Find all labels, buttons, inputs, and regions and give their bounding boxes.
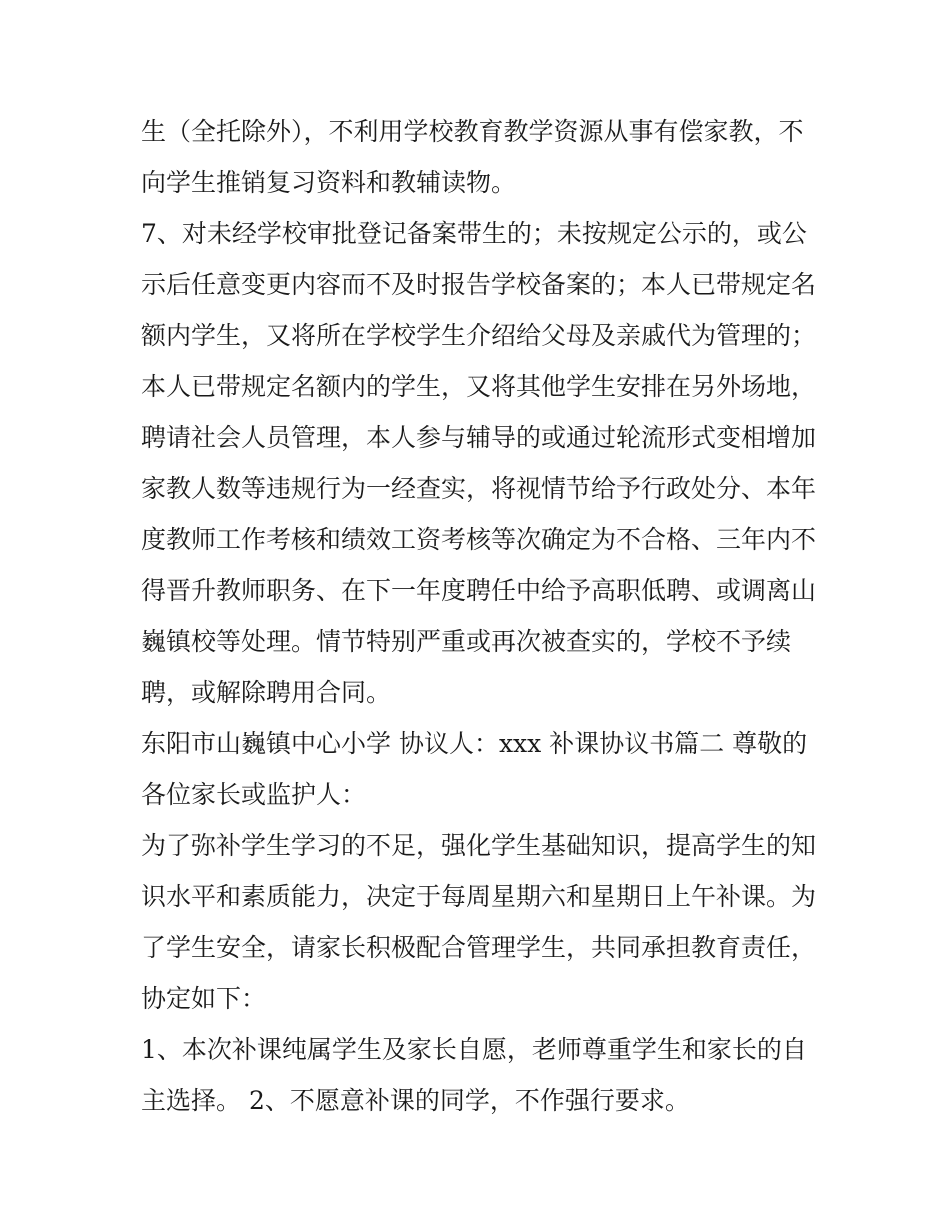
paragraph-signature-and-heading (141, 718, 821, 820)
text-line: 为了弥补学生学习的不足，强化学生基础知识，提高学生的知 (141, 831, 817, 860)
text-line: 东阳市山巍镇中心小学 协议人：xxx 补课协议书篇二 尊敬的 (141, 729, 808, 758)
text-line: 生（全托除外），不利用学校教育教学资源从事有偿家教，不 (141, 117, 804, 146)
text-line: 识水平和素质能力，决定于每周星期六和星期日上午补课。为 (141, 882, 817, 911)
text-line: 各位家长或监护人： (141, 780, 367, 809)
text-line: 聘，或解除聘用合同。 (141, 678, 392, 707)
document-body (141, 106, 821, 1126)
paragraph-continuation (141, 106, 821, 208)
text-line: 度教师工作考核和绩效工资考核等次确定为不合格、三年内不 (141, 525, 817, 554)
text-line: 额内学生，又将所在学校学生介绍给父母及亲戚代为管理的； (141, 321, 817, 350)
text-line: 1、本次补课纯属学生及家长自愿，老师尊重学生和家长的自 (141, 1035, 807, 1064)
text-line: 巍镇校等处理。情节特别严重或再次被查实的，学校不予续 (141, 627, 792, 656)
text-line: 了学生安全，请家长积极配合管理学生，共同承担教育责任， (141, 933, 817, 962)
text-line: 协定如下： (141, 984, 267, 1013)
text-line: 向学生推销复习资料和教辅读物。 (141, 168, 517, 197)
text-line: 示后任意变更内容而不及时报告学校备案的；本人已带规定名 (141, 270, 817, 299)
text-line: 本人已带规定名额内的学生，又将其他学生安排在另外场地， (141, 372, 817, 401)
text-line: 得晋升教师职务、在下一年度聘任中给予高职低聘、或调离山 (141, 576, 817, 605)
paragraph-item-7 (141, 208, 821, 718)
text-line: 7、对未经学校审批登记备案带生的；未按规定公示的，或公 (141, 219, 807, 248)
paragraph-items-1-2 (141, 1024, 821, 1126)
text-line: 聘请社会人员管理，本人参与辅导的或通过轮流形式变相增加 (141, 423, 817, 452)
text-line: 家教人数等违规行为一经查实，将视情节给予行政处分、本年 (141, 474, 817, 503)
paragraph-intro (141, 820, 821, 1024)
text-line: 主选择。 2、不愿意补课的同学，不作强行要求。 (141, 1086, 690, 1115)
